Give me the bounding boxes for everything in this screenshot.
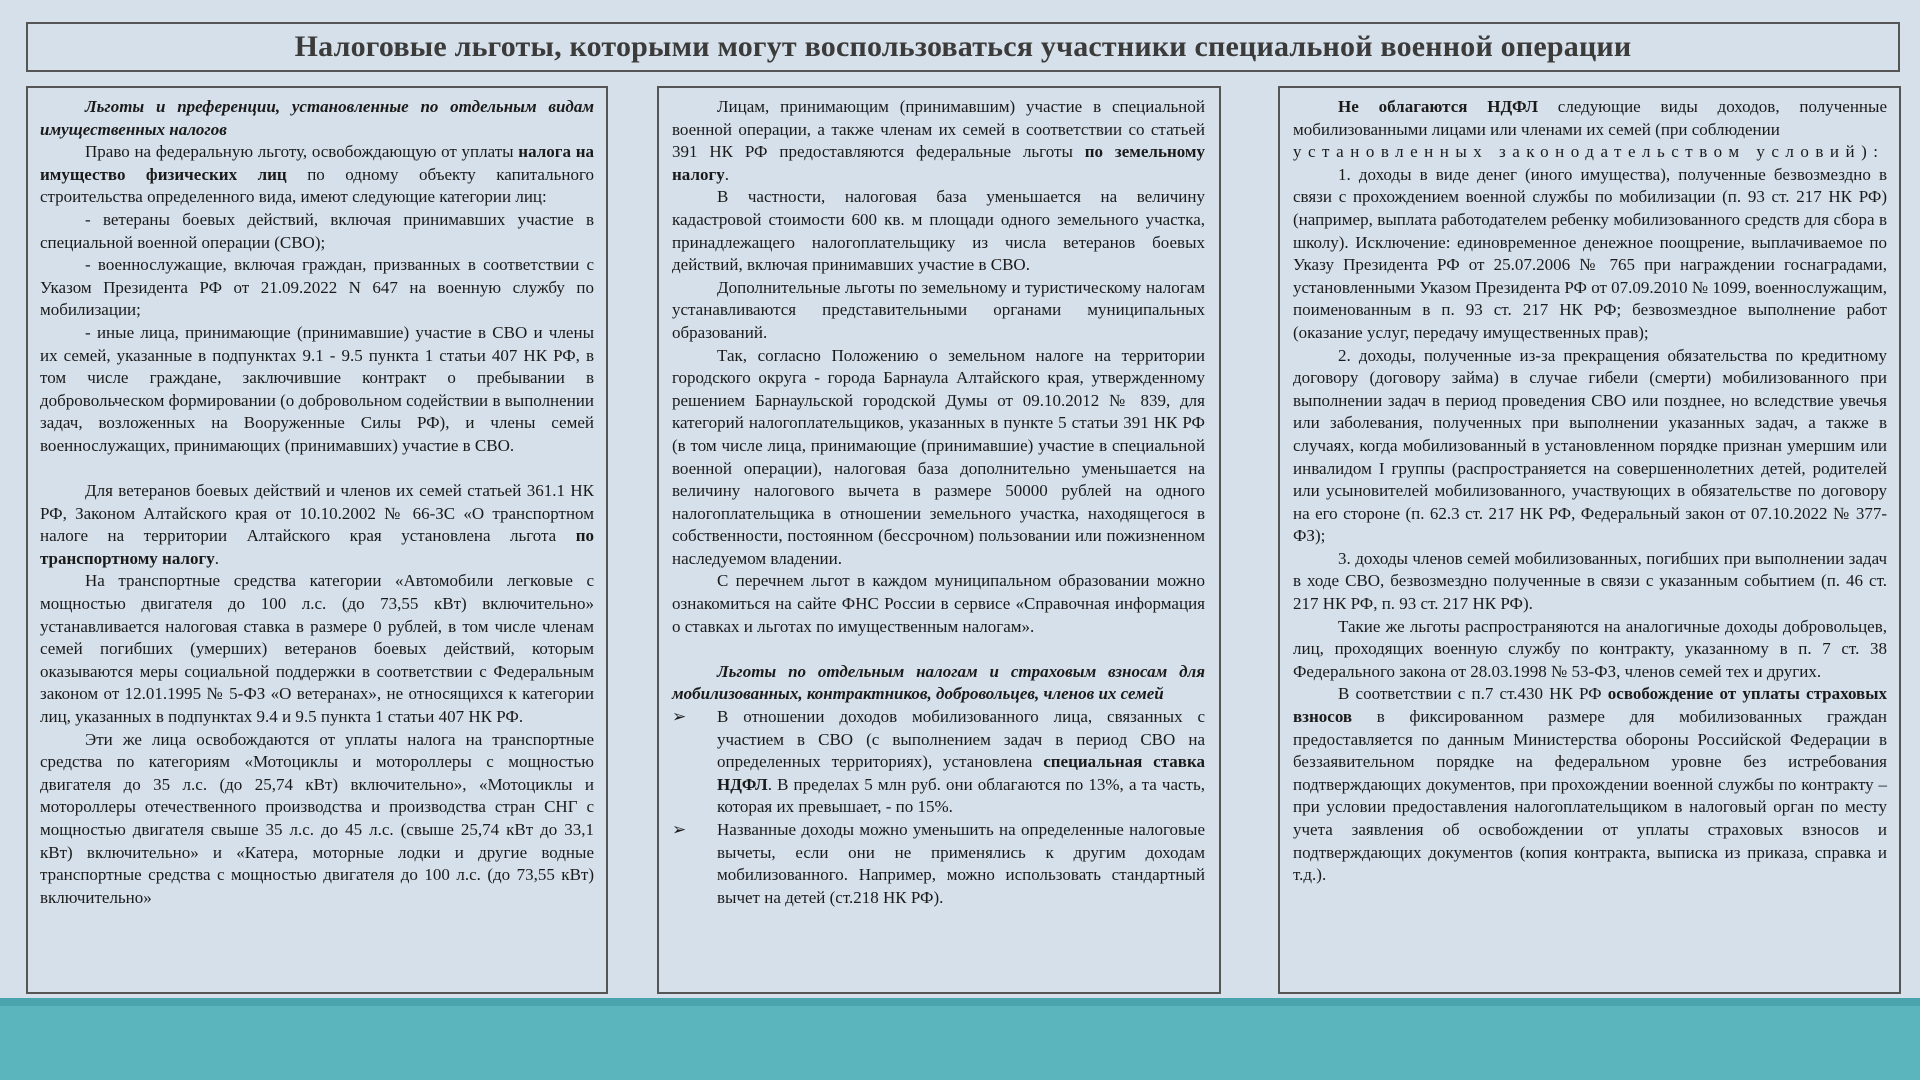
column-income-tax: [1278, 86, 1901, 994]
paragraph: [672, 96, 1205, 186]
list-item: 1. доходы в виде денег (иного имущества), полученные безвозмездно в связи с прохождением военной службы по мобилизации (п. 93 ст. 217 НК РФ) (например, выплата работодателем ребенку мобилизованного средств для сбора в школу). Исключение: единовременное денежное поощрение, выплачиваемое по Указу Президента РФ от 25.07.2006 № 765 при награждении госнаградами, установленными Указом Президента РФ от 07.09.2010 № 1099, военнослужащим, поименованным в п. 93 ст. 217 НК РФ; безвозмездное выполнение работ (оказание услуг, передачу имущественных прав);: [1293, 164, 1887, 342]
text: Лицам, принимающим (принимавшим) участие в специальной военной операции, а также членам их семей в соответствии со статьей 391 НК РФ предоставляются федеральные льготы: [672, 97, 1205, 162]
section-heading: Льготы по отдельным налогам и страховым взносам для мобилизованных, контрактников, добровольцев, членов их семей: [672, 661, 1205, 704]
list-item: 3. доходы членов семей мобилизованных, погибших при выполнении задач в ходе СВО, безвозмездно полученные в связи с указанным событием (п. 46 ст. 217 НК РФ, п. 93 ст. 217 НК РФ).: [1293, 548, 1887, 614]
paragraph: В частности, налоговая база уменьшается на величину кадастровой стоимости 600 кв. м площади одного земельного участка, принадлежащего налогоплательщику из числа ветеранов боевых действий, включая принимавших участие в СВО.: [672, 187, 1205, 275]
paragraph: На транспортные средства категории «Автомобили легковые с мощностью двигателя до 100 л.с. (до 73,55 кВт) включительно» устанавливается налоговая ставка в размере 0 рублей, в том числе членам семей погибших (умерших) ветеранов боевых действий, которым оказываются меры социальной поддержки в соответствии с Федеральным законом от 12.01.1995 № 5-ФЗ «О ветеранах», не относящихся к категории лиц, указанных в подпунктах 9.4 и 9.5 пункта 1 статьи 407 НК РФ.: [40, 571, 594, 727]
list-item: 2. доходы, полученные из-за прекращения обязательства по кредитному договору (договору займа) в случае гибели (смерти) мобилизованного при выполнении задач в период проведения СВО или позднее, но вследствие увечья или заболевания, полученных при выполнении указанных задач, а также в случаях, когда мобилизованный в установленном порядке признан умершим или инвалидом I группы (распространяется на совершеннолетних детей, родителей или усыновителей мобилизованного, участвующих в обязательстве по договору на его стороне (п. 62.3 ст. 217 НК РФ, Федеральный закон от 07.10.2022 № 377-ФЗ);: [1293, 345, 1887, 546]
paragraph-continuation: установленных законодательством условий):: [1293, 142, 1885, 162]
text: В отношении доходов мобилизованного лица, связанных с участием в СВО (с выполнением задач в период СВО на определенных территориях), установлена: [717, 707, 1205, 772]
paragraph: Эти же лица освобождаются от уплаты налога на транспортные средства по категориям «Мотоциклы и мотороллеры с мощностью двигателя до 35 л.с. (до 25,74 кВт) включительно», «Мотоциклы и мотороллеры отечественного производства и производства стран СНГ с мощностью двигателя свыше 35 л.с. до 45 л.с. (свыше 25,74 кВт до 33,1 кВт) включительно» и «Катера, моторные лодки и другие водные транспортные средства с мощностью двигателя до 100 л.с. (до 73,55 кВт) включительно»: [40, 729, 594, 907]
text: [717, 706, 1205, 819]
paragraph: Дополнительные льготы по земельному и туристическому налогам устанавливаются представительными органами муниципальных образований.: [672, 277, 1205, 342]
paragraph: С перечнем льгот в каждом муниципальном образовании можно ознакомиться на сайте ФНС России в сервисе «Справочная информация о ставках и льготах по имущественным налогам».: [672, 571, 1205, 636]
paragraph: Так, согласно Положению о земельном налоге на территории городского округа - города Барнаула Алтайского края, утвержденному решением Барнаульской городской Думы от 09.10.2012 № 839, для категорий налогоплательщиков, указанных в пункте 5 статьи 391 НК РФ (в том числе лица, принимающие (принимавшие) участие в специальной военной операции), налоговая база дополнительно уменьшается на величину налогового вычета в размере 50000 рублей на одного налогоплательщика в отношении земельного участка, находящегося в собственности, постоянном (бессрочном) пользовании или пожизненном наследуемом владении.: [672, 345, 1205, 568]
arrow-list-item: [672, 706, 1205, 819]
section-heading: Льготы и преференции, установленные по отдельным видам имущественных налогов: [40, 97, 594, 139]
column-content: [28, 96, 606, 909]
bold-text: по земельному налогу: [672, 142, 1206, 184]
bold-text: по транспортному налогу: [40, 526, 594, 568]
bold-text: освобождение от уплаты страховых взносов: [1293, 684, 1888, 727]
column-content: [1280, 96, 1899, 887]
column-content: [659, 96, 1219, 909]
arrow-list-item: [672, 819, 1205, 909]
list-item: - ветераны боевых действий, включая принимавших участие в специальной военной операции (СВО);: [40, 209, 594, 252]
paragraph: [40, 141, 594, 209]
bold-text: специальная ставка НДФЛ: [717, 752, 1205, 794]
text: следующие виды доходов, полученные мобилизованными лицами или членами их семей (при соблюдении: [1293, 97, 1887, 139]
title-box: [26, 22, 1900, 72]
bold-text: Не облагаются НДФЛ: [1338, 97, 1538, 116]
arrow-bullet-icon: ➢: [672, 820, 687, 839]
paragraph: [1293, 683, 1887, 886]
text: .: [214, 548, 219, 568]
paragraph: [1293, 96, 1887, 141]
text: в фиксированном размере для мобилизованных граждан предоставляется по данным Министерства обороны Российской Федерации в беззаявительном порядке на федеральном уровне без истребования подтверждающих документов, при прохождении военной службы по контракту – при условии предоставления налогоплательщиком в налоговый орган по месту учета заявления об освобождении от уплаты страховых взносов и подтверждающих документов (копия контракта, выписка из приказа, справка и т.д.).: [1293, 707, 1887, 885]
text: Названные доходы можно уменьшить на определенные налоговые вычеты, если они не применялись к другим доходам мобилизованного. Например, можно использовать стандартный вычет на детей (ст.218 НК РФ).: [717, 820, 1205, 907]
column-land-tax: [657, 86, 1221, 994]
bottom-band: [0, 998, 1920, 1080]
text: Для ветеранов боевых действий и членов их семей статьей 361.1 НК РФ, Законом Алтайского края от 10.10.2002 № 66-ЗС «О транспортном налоге на территории Алтайского края установлена льгота: [40, 481, 594, 546]
text: по одному объекту капитального строительства определенного вида, имеют следующие категории лиц:: [40, 164, 595, 207]
bottom-band-line: [0, 998, 1920, 1006]
paragraph: [40, 480, 594, 570]
text: . В пределах 5 млн руб. они облагаются по 13%, а та часть, которая их превышает, - по 15%.: [717, 774, 1205, 817]
column-property-taxes: [26, 86, 608, 994]
paragraph: Такие же льготы распространяются на аналогичные доходы добровольцев, лиц, проходящих военную службу по контракту, указанному в п. 7 ст. 38 Федерального закона от 28.03.1998 № 53-ФЗ, членов семей тех и других.: [1293, 616, 1887, 681]
text: Право на федеральную льготу, освобождающую от уплаты: [85, 142, 519, 162]
page-title: Налоговые льготы, которыми могут воспользоваться участники специальной военной операции: [294, 30, 1632, 63]
list-item: - военнослужащие, включая граждан, призванных в соответствии с Указом Президента РФ от 21.09.2022 N 647 на военную службу по мобилизации;: [40, 255, 594, 320]
list-item: - иные лица, принимающие (принимавшие) участие в СВО и члены их семей, указанные в подпунктах 9.1 - 9.5 пункта 1 статьи 407 НК РФ, в том числе граждане, заключившие контракт о пребывании в добровольческом формировании (о добровольном содействии в выполнении задач, возложенных на Вооруженные Силы РФ), и члены семей военнослужащих, принимающих (принимавших) участие в СВО.: [40, 322, 594, 455]
text: В соответствии с п.7 ст.430 НК РФ: [1338, 684, 1608, 704]
text: .: [724, 164, 729, 184]
bold-text: налога на имущество физических лиц: [40, 142, 594, 184]
arrow-bullet-icon: ➢: [672, 707, 687, 727]
